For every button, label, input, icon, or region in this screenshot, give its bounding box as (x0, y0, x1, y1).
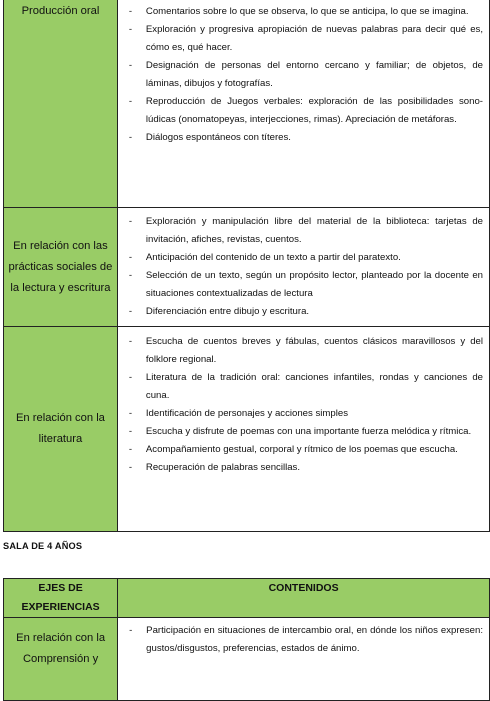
list-item: - Exploración y manipulación libre del material de la biblioteca: tarjetas de invitación, afiches, revistas, cuentos. (132, 213, 483, 249)
axis-label: En relación con la literatura (15, 412, 105, 445)
axis-cell (4, 208, 118, 327)
header-ejes: EJES DE EXPERIENCIAS (4, 579, 118, 618)
list-item: - Recuperación de palabras sencillas. (132, 459, 483, 477)
list-item: - Escucha y disfrute de poemas con una importante fuerza melódica y rítmica. (132, 423, 483, 441)
list-item: - Acompañamiento gestual, corporal y rítmico de los poemas que escucha. (132, 441, 483, 459)
axis-cell (4, 618, 118, 701)
list-item: - Literatura de la tradición oral: canciones infantiles, rondas y canciones de cuna. (132, 369, 483, 405)
content-list (132, 327, 483, 477)
content-cell (117, 327, 489, 532)
table-row (4, 618, 490, 701)
content-list (132, 618, 483, 658)
content-cell (117, 0, 489, 208)
axis-label: En relación con la Comprensión y (16, 632, 106, 665)
list-item: - Participación en situaciones de intercambio oral, en dónde los niños expresen: gustos/disgustos, preferencias, estados de ánimo. (132, 622, 483, 658)
axis-cell (4, 327, 118, 532)
table-row (4, 327, 490, 532)
list-item: - Escucha de cuentos breves y fábulas, cuentos clásicos maravillosos y del folklore regional. (132, 333, 483, 369)
axis-label: En relación con las prácticas sociales de la lectura y escritura (8, 239, 113, 294)
list-item: - Designación de personas del entorno cercano y familiar; de objetos, de láminas, dibujos y fotografías. (132, 57, 483, 93)
table-header-row (4, 579, 490, 618)
table-row (4, 0, 490, 208)
content-list (132, 208, 483, 321)
axis-label: Producción oral (21, 5, 100, 17)
content-cell (118, 618, 490, 701)
list-item: - Selección de un texto, según un propósito lector, planteado por la docente en situaciones contextualizadas de lectura (132, 267, 483, 303)
list-item: - Exploración y progresiva apropiación de nuevas palabras para decir qué es, cómo es, qué hacer. (132, 21, 483, 57)
list-item: - Reproducción de Juegos verbales: exploración de las posibilidades sono-lúdicas (onomatopeyas, interjecciones, rimas). Apreciación de metáforas. (132, 93, 483, 129)
axis-cell (4, 0, 118, 208)
header-contenidos: CONTENIDOS (118, 579, 490, 618)
list-item: - Comentarios sobre lo que se observa, lo que se anticipa, lo que se imagina. (132, 3, 483, 21)
section-title: SALA DE 4 AÑOS (3, 541, 83, 551)
list-item: - Diferenciación entre dibujo y escritura. (132, 303, 483, 321)
list-item: - Identificación de personajes y acciones simples (132, 405, 483, 423)
top-content-table (3, 0, 490, 532)
table-row (4, 208, 490, 327)
bottom-content-table (3, 578, 490, 701)
content-list (132, 0, 483, 147)
list-item: - Diálogos espontáneos con títeres. (132, 129, 483, 147)
list-item: - Anticipación del contenido de un texto a partir del paratexto. (132, 249, 483, 267)
content-cell (117, 208, 489, 327)
